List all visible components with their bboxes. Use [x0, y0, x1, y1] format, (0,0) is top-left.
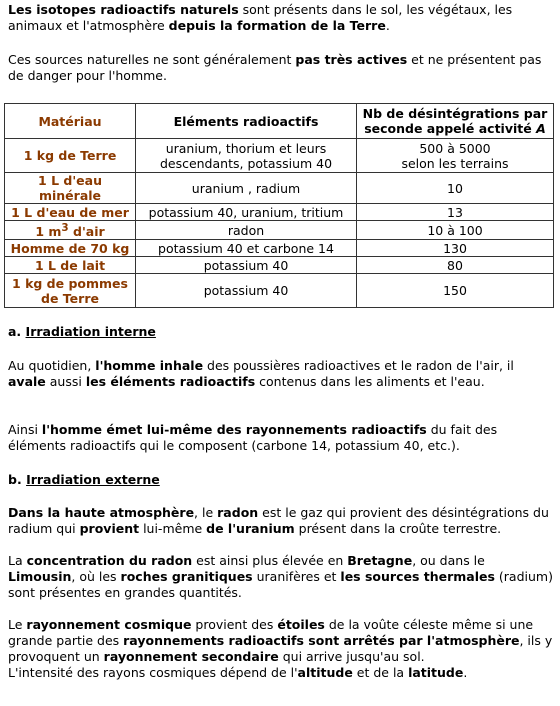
section-a-prefix: a. [8, 324, 26, 339]
table-header-row [5, 104, 554, 139]
text: qui arrive jusqu'au sol. [278, 649, 425, 664]
cell-elements: potassium 40 [136, 257, 357, 274]
text: du fait des éléments radioactifs qui le composent (carbone 14, potassium 40, etc.). [8, 422, 498, 453]
text: sont présents dans le sol, les végétaux, les animaux et l'atmosphère [8, 2, 513, 33]
cell-materiau: 1 kg de pommes de Terre [5, 274, 136, 308]
cell-materiau: 1 kg de Terre [5, 139, 136, 173]
cell-elements: uranium , radium [136, 173, 357, 204]
section-b-heading [8, 472, 554, 488]
text: (radium) sont présentes en grandes quantités. [8, 569, 553, 600]
bold-text: Limousin [8, 569, 72, 584]
section-b-title: Irradiation externe [26, 472, 160, 487]
bold-text: les sources thermales [340, 569, 495, 584]
bold-text: latitude [408, 665, 464, 680]
text: présent dans la croûte terrestre. [294, 521, 502, 536]
isotope-activity-table [4, 103, 554, 308]
text: , ou dans le [412, 553, 485, 568]
header-activity-label: Nb de désintégrations par seconde appelé activité [362, 106, 548, 136]
section-b-paragraph-3 [8, 617, 554, 681]
cell-materiau: 1 L d'eau minérale [5, 173, 136, 204]
table-row [5, 221, 554, 240]
bold-text: altitude [297, 665, 353, 680]
cell-activity: 130 [357, 240, 554, 257]
text: est ainsi plus élevée en [192, 553, 348, 568]
text: Ainsi [8, 422, 42, 437]
bold-text: concentration du radon [26, 553, 193, 568]
bold-text: Bretagne [347, 553, 413, 568]
bold-text: l'homme émet lui-même des rayonnements radioactifs [41, 422, 427, 437]
header-activity-symbol: A [536, 121, 546, 136]
cell-activity: 10 à 100 [357, 221, 554, 240]
bold-text: roches granitiques [120, 569, 253, 584]
bold-text: pas très actives [295, 52, 408, 67]
cell-materiau: 1 L de lait [5, 257, 136, 274]
bold-text: rayonnement secondaire [103, 649, 279, 664]
text: de la voûte céleste même si une grande partie des [8, 617, 534, 648]
text: est le gaz qui provient des désintégrations du radium qui [8, 505, 549, 536]
header-elements: Eléments radioactifs [136, 104, 357, 139]
bold-text: l'homme inhale [95, 358, 204, 373]
text: Le [8, 617, 27, 632]
cell-materiau-superscript: 3 [61, 222, 69, 234]
text: des poussières radioactives et le radon de l'air, il [203, 358, 514, 373]
cell-activity: 150 [357, 274, 554, 308]
section-a-paragraph-1 [8, 358, 554, 390]
header-materiau: Matériau [5, 104, 136, 139]
text: et ne présentent pas de danger pour l'homme. [8, 52, 542, 83]
text: uranifères et [252, 569, 341, 584]
table-row [5, 204, 554, 221]
section-b-paragraph-1 [8, 505, 554, 537]
cell-materiau [5, 221, 136, 240]
section-a-paragraph-2 [8, 422, 554, 454]
bold-text: radon [217, 505, 259, 520]
cell-materiau: 1 L d'eau de mer [5, 204, 136, 221]
text: La [8, 553, 27, 568]
cell-elements: potassium 40 [136, 274, 357, 308]
bold-text: les éléments radioactifs [85, 374, 256, 389]
cell-activity: 80 [357, 257, 554, 274]
text: . [385, 18, 390, 33]
cell-materiau-text-rest: d'air [68, 224, 105, 240]
table-row [5, 139, 554, 173]
cell-activity: 13 [357, 204, 554, 221]
cell-elements: potassium 40 et carbone 14 [136, 240, 357, 257]
cell-materiau: Homme de 70 kg [5, 240, 136, 257]
header-activity [357, 104, 554, 139]
table-row [5, 274, 554, 308]
text: contenus dans les aliments et l'eau. [255, 374, 485, 389]
text: et de la [352, 665, 409, 680]
table-row [5, 240, 554, 257]
section-a-title: Irradiation interne [25, 324, 156, 339]
text: aussi [45, 374, 86, 389]
intro-paragraph-2 [8, 52, 554, 84]
cell-elements: potassium 40, uranium, tritium [136, 204, 357, 221]
bold-text: rayonnement cosmique [26, 617, 192, 632]
section-b-paragraph-2 [8, 553, 554, 601]
text: Au quotidien, [8, 358, 96, 373]
bold-text: Les isotopes radioactifs naturels [8, 2, 239, 17]
bold-text: de l'uranium [206, 521, 295, 536]
cell-elements: uranium, thorium et leurs descendants, potassium 40 [136, 139, 357, 173]
cell-activity [357, 139, 554, 173]
bold-text: rayonnements radioactifs sont arrêtés par l'atmosphère [123, 633, 520, 648]
cell-elements: radon [136, 221, 357, 240]
cell-materiau-text: 1 m [35, 224, 62, 240]
bold-text: étoiles [277, 617, 325, 632]
section-b-prefix: b. [8, 472, 27, 487]
text: lui-même [139, 521, 207, 536]
bold-text: avale [8, 374, 46, 389]
table-row [5, 257, 554, 274]
bold-text: provient [79, 521, 140, 536]
cell-activity: 10 [357, 173, 554, 204]
text: , le [194, 505, 218, 520]
section-a-heading [8, 324, 554, 340]
text: Ces sources naturelles ne sont généralement [8, 52, 296, 67]
text: , où les [71, 569, 121, 584]
bold-text: depuis la formation de la Terre [168, 18, 386, 33]
cell-activity-range: 500 à 5000 [419, 140, 491, 156]
intro-paragraph-1 [8, 2, 554, 34]
text: , ils y provoquent un [8, 633, 553, 664]
text: L'intensité des rayons cosmiques dépend de l' [8, 665, 298, 680]
bold-text: Dans la haute atmosphère [8, 505, 195, 520]
text: provient des [191, 617, 278, 632]
table-row [5, 173, 554, 204]
text: . [463, 665, 468, 680]
cell-activity-note: selon les terrains [401, 155, 509, 171]
